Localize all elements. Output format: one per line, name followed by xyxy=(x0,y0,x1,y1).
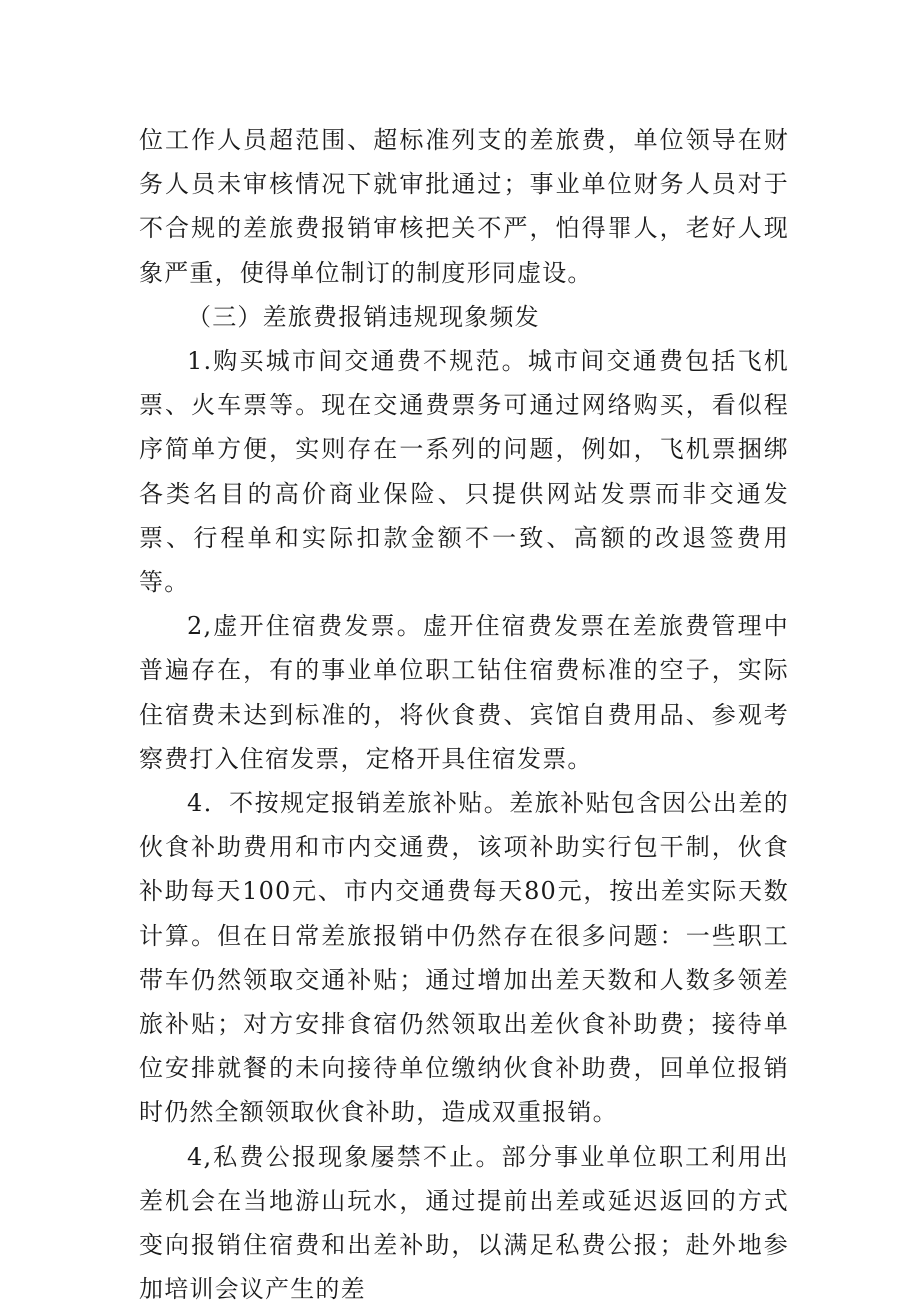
document-body xyxy=(139,118,789,1311)
paragraph-travel-allowance: 4．不按规定报销差旅补贴。差旅补贴包含因公出差的伙食补助费用和市内交通费，该项补助实行包干制，伙食补助每天100元、市内交通费每天80元，按出差实际天数计算。但在日常差旅报销中仍然存在很多问题：一些职工带车仍然领取交通补贴；通过增加出差天数和人数多领差旅补贴；对方安排食宿仍然领取出差伙食补助费；接待单位安排就餐的未向接待单位缴纳伙食补助费，回单位报销时仍然全额领取伙食补助，造成双重报销。 xyxy=(139,789,789,1127)
paragraph-private-expenses: 4,私费公报现象屡禁不止。部分事业单位职工利用出差机会在当地游山玩水，通过提前出差或延迟返回的方式变向报销住宿费和出差补助，以满足私费公报；赴外地参加培训会议产生的差 xyxy=(139,1142,789,1304)
paragraph-continuation: 位工作人员超范围、超标准列支的差旅费，单位领导在财务人员未审核情况下就审批通过；事业单位财务人员对于不合规的差旅费报销审核把关不严，怕得罪人，老好人现象严重，使得单位制订的制度形同虚设。 xyxy=(139,126,789,287)
paragraph-false-invoices: 2,虚开住宿费发票。虚开住宿费发票在差旅费管理中普遍存在，有的事业单位职工钻住宿费标准的空子，实际住宿费未达到标准的，将伙食费、宾馆自费用品、参观考察费打入住宿发票，定格开具住宿发票。 xyxy=(139,612,789,773)
section-heading: （三）差旅费报销违规现象频发 xyxy=(187,302,540,331)
paragraph-intercity-transport: 1.购买城市间交通费不规范。城市间交通费包括飞机票、火车票等。现在交通费票务可通过网络购买，看似程序简单方便，实则存在一系列的问题，例如，飞机票捆绑各类名目的高价商业保险、只提供网站发票而非交通发票、行程单和实际扣款金额不一致、高额的改退签费用等。 xyxy=(139,347,789,597)
